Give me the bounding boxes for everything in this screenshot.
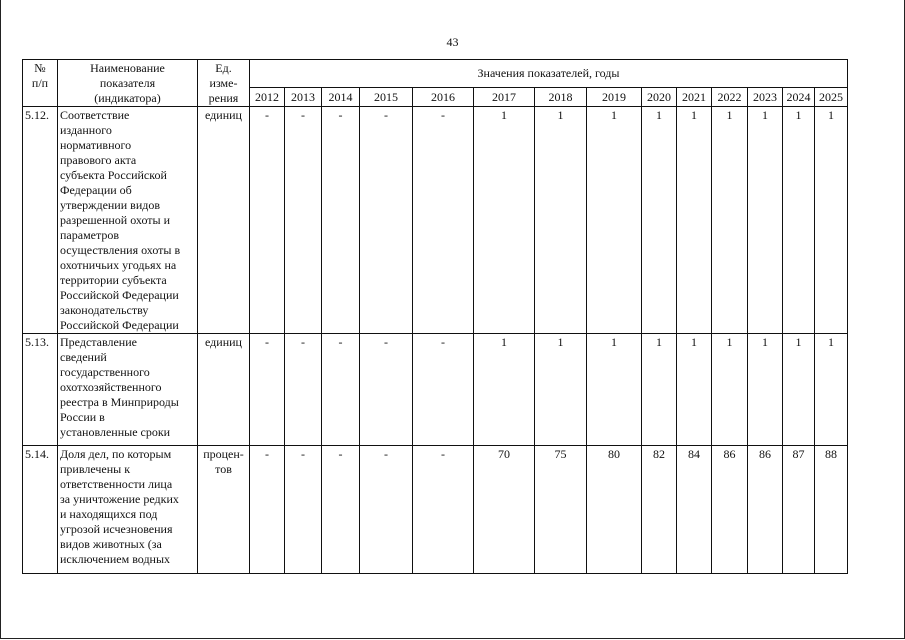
value-cell-2012: - [250, 107, 285, 334]
row-indicator-name: Соответствие изданного нормативного правового акта субъекта Российской Федерации об утверждении видов разрешенной охоты и параметров осуществления охоты в охотничьих угодьях на территории субъекта Российской Федерации законодательству Российской Федерации [58, 107, 198, 334]
value-cell-2024: 1 [783, 334, 815, 446]
row-unit: процен- тов [198, 446, 250, 574]
value-cell-2015: - [360, 107, 413, 334]
row-indicator-name: Доля дел, по которым привлечены к ответственности лица за уничтожение редких и находящихся под угрозой исчезновения видов животных (за исключением водных [58, 446, 198, 574]
indicators-table [22, 59, 848, 574]
value-cell-2016: - [413, 107, 474, 334]
value-cell-2023: 86 [748, 446, 783, 574]
page-number: 43 [446, 35, 459, 49]
value-cell-2016: - [413, 446, 474, 574]
value-cell-2019: 1 [587, 334, 642, 446]
value-cell-2015: - [360, 446, 413, 574]
value-cell-2019: 1 [587, 107, 642, 334]
value-cell-2025: 1 [815, 107, 848, 334]
row-indicator-name: Представление сведений государственного охотхозяйственного реестра в Минприроды России в установленные сроки [58, 334, 198, 446]
value-cell-2020: 1 [642, 334, 677, 446]
value-cell-2020: 82 [642, 446, 677, 574]
value-cell-2018: 1 [535, 334, 587, 446]
header-year-2016: 2016 [413, 88, 474, 107]
value-cell-2013: - [285, 446, 322, 574]
row-number: 5.12. [23, 107, 58, 334]
row-number: 5.14. [23, 446, 58, 574]
header-year-2021: 2021 [677, 88, 712, 107]
value-cell-2021: 1 [677, 334, 712, 446]
value-cell-2014: - [322, 446, 360, 574]
header-year-2024: 2024 [783, 88, 815, 107]
header-year-2013: 2013 [285, 88, 322, 107]
value-cell-2024: 87 [783, 446, 815, 574]
value-cell-2014: - [322, 107, 360, 334]
header-year-2025: 2025 [815, 88, 848, 107]
value-cell-2013: - [285, 334, 322, 446]
value-cell-2018: 75 [535, 446, 587, 574]
header-year-2020: 2020 [642, 88, 677, 107]
row-unit: единиц [198, 107, 250, 334]
value-cell-2025: 88 [815, 446, 848, 574]
value-cell-2016: - [413, 334, 474, 446]
value-cell-2021: 1 [677, 107, 712, 334]
row-number: 5.13. [23, 334, 58, 446]
value-cell-2022: 86 [712, 446, 748, 574]
header-year-2017: 2017 [474, 88, 535, 107]
header-year-2019: 2019 [587, 88, 642, 107]
row-unit: единиц [198, 334, 250, 446]
value-cell-2020: 1 [642, 107, 677, 334]
table-row [23, 107, 848, 334]
value-cell-2017: 1 [474, 334, 535, 446]
header-year-2014: 2014 [322, 88, 360, 107]
header-indicator-name: Наименование показателя (индикатора) [58, 60, 198, 107]
value-cell-2017: 1 [474, 107, 535, 334]
value-cell-2018: 1 [535, 107, 587, 334]
value-cell-2021: 84 [677, 446, 712, 574]
header-year-2022: 2022 [712, 88, 748, 107]
value-cell-2014: - [322, 334, 360, 446]
header-values-by-year: Значения показателей, годы [250, 60, 848, 88]
value-cell-2012: - [250, 446, 285, 574]
header-unit: Ед. изме- рения [198, 60, 250, 107]
value-cell-2019: 80 [587, 446, 642, 574]
header-year-2015: 2015 [360, 88, 413, 107]
table-row [23, 446, 848, 574]
header-year-2018: 2018 [535, 88, 587, 107]
value-cell-2023: 1 [748, 334, 783, 446]
value-cell-2015: - [360, 334, 413, 446]
value-cell-2012: - [250, 334, 285, 446]
header-year-2023: 2023 [748, 88, 783, 107]
value-cell-2025: 1 [815, 334, 848, 446]
value-cell-2013: - [285, 107, 322, 334]
value-cell-2024: 1 [783, 107, 815, 334]
value-cell-2022: 1 [712, 107, 748, 334]
header-year-2012: 2012 [250, 88, 285, 107]
table-row [23, 334, 848, 446]
value-cell-2023: 1 [748, 107, 783, 334]
header-number: № п/п [23, 60, 58, 107]
value-cell-2022: 1 [712, 334, 748, 446]
value-cell-2017: 70 [474, 446, 535, 574]
